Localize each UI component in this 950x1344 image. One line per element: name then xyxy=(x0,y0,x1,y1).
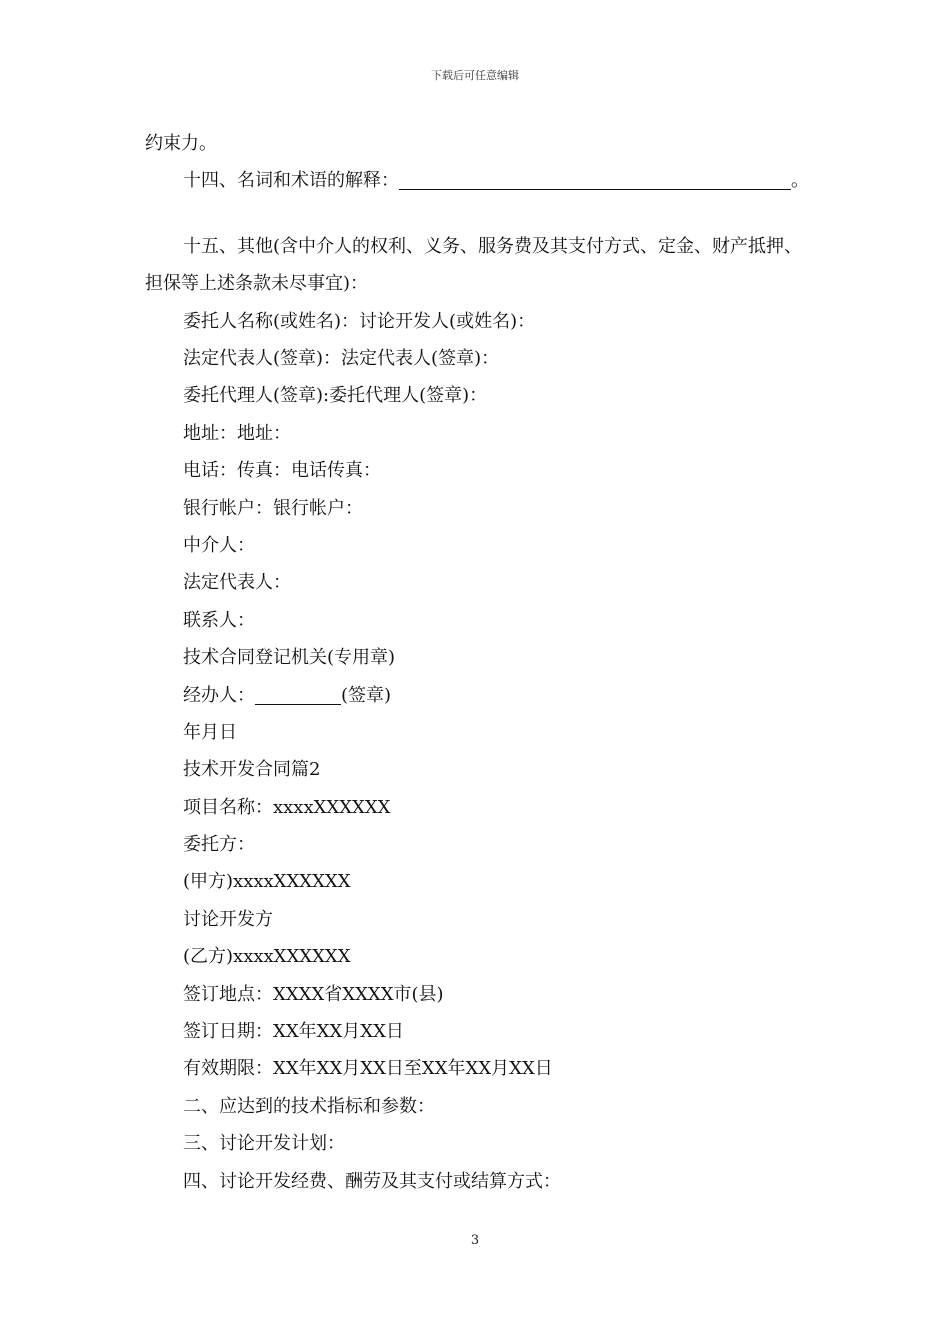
paragraph-line: 讨论开发方 xyxy=(183,908,273,930)
paragraph-line: 约束力。 xyxy=(145,133,217,154)
paragraph-line: 电话：传真：电话传真： xyxy=(183,460,381,482)
document-body xyxy=(145,125,810,1200)
section-title: 技术开发合同篇2 xyxy=(183,759,321,781)
terms-blank-line xyxy=(399,171,791,190)
paragraph-handler xyxy=(145,677,810,714)
handler-sign: (签章) xyxy=(341,684,392,706)
paragraph-terms-definition xyxy=(145,162,810,199)
paragraph-line: 中介人： xyxy=(183,534,255,556)
paragraph-line: 年月日 xyxy=(183,721,237,743)
page-number: 3 xyxy=(470,1233,480,1248)
handler-blank-line xyxy=(255,686,341,705)
paragraph-line: 委托人名称(或姓名)：讨论开发人(或姓名)： xyxy=(183,310,536,332)
paragraph-line: (乙方)xxxxXXXXXX xyxy=(183,946,351,968)
terms-end: 。 xyxy=(791,170,809,192)
page-header: 下载后可任意编辑 xyxy=(431,69,519,82)
handler-label: 经办人： xyxy=(183,684,255,706)
paragraph-line: 三、讨论开发计划： xyxy=(183,1133,345,1155)
paragraph-line: 签订日期：XX年XX月XX日 xyxy=(183,1021,404,1043)
paragraph-other-terms: 十五、其他(含中介人的权利、义务、服务费及其支付方式、定金、财产抵押、担保等上述条款未尽事宜)： xyxy=(145,235,803,295)
paragraph-line: 技术合同登记机关(专用章) xyxy=(183,647,396,669)
terms-label: 十四、名词和术语的解释： xyxy=(183,170,399,192)
paragraph-line: 二、应达到的技术指标和参数： xyxy=(183,1095,435,1117)
paragraph-line: 委托代理人(签章):委托代理人(签章)： xyxy=(183,385,488,407)
paragraph-line: (甲方)xxxxXXXXXX xyxy=(183,871,351,893)
paragraph-line: 项目名称：xxxxXXXXXX xyxy=(183,796,391,818)
paragraph-line: 银行帐户：银行帐户： xyxy=(183,497,363,519)
paragraph-line: 地址：地址： xyxy=(183,422,291,444)
paragraph-line: 签订地点：XXXX省XXXX市(县) xyxy=(183,983,444,1005)
paragraph-line: 联系人： xyxy=(183,609,255,631)
paragraph-line: 法定代表人(签章)：法定代表人(签章)： xyxy=(183,347,500,369)
paragraph-gap xyxy=(145,200,810,228)
paragraph-line: 四、讨论开发经费、酬劳及其支付或结算方式： xyxy=(183,1170,561,1192)
paragraph-line: 法定代表人： xyxy=(183,572,291,594)
paragraph-line: 有效期限：XX年XX月XX日至XX年XX月XX日 xyxy=(183,1058,553,1080)
paragraph-line: 委托方： xyxy=(183,834,255,856)
